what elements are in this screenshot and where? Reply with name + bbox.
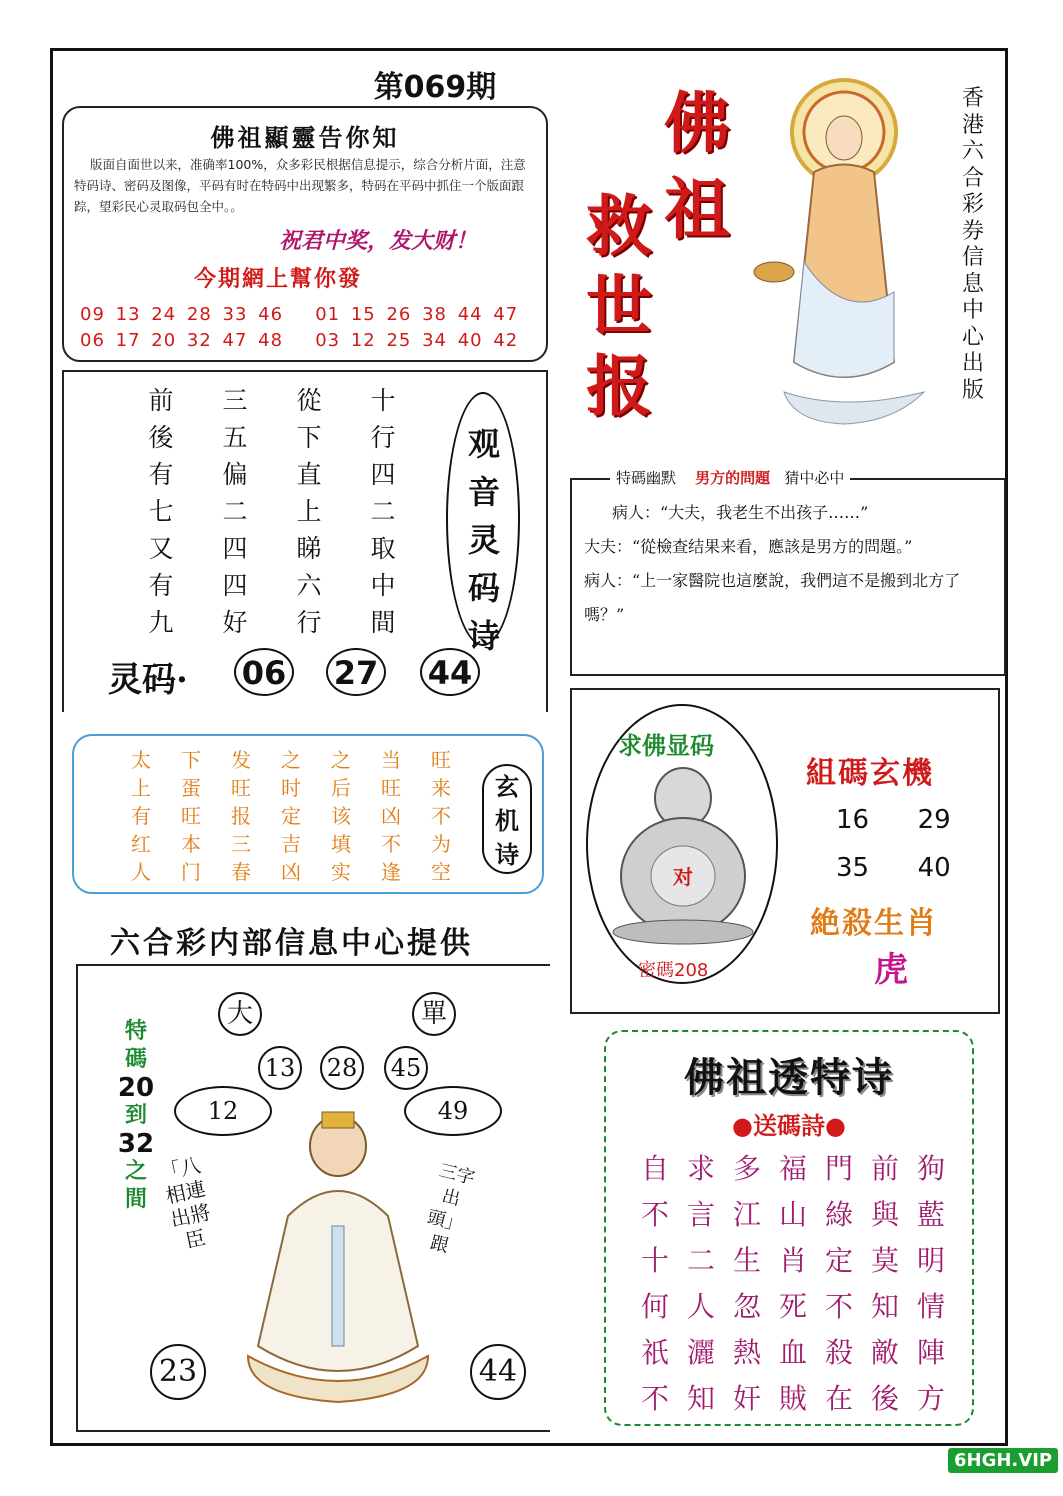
xuanji-char: 不 [431,804,451,828]
fozu-char: 知 [870,1290,899,1323]
buddha-oval [586,704,778,984]
number-row-2: 06 17 20 32 47 48 03 12 25 34 40 42 [80,330,519,351]
joke-head-mid: 男方的問題 [695,469,771,487]
notice-body: 版面自面世以来，准确率100%，众多彩民根据信息提示，综合分析片面，注意特码诗、密码及图像，平码有时在特码中出现繁多，特码在平码中抓住一个版面跟踪，望彩民心灵取码包全中。。 [74,157,526,214]
num-circle-45: 45 [384,1046,428,1090]
left-oval: 12 [174,1086,272,1136]
fozu-char: 方 [916,1382,945,1415]
site-watermark: 6HGH.VIP [948,1448,1058,1473]
poem-char: 四 [222,571,248,600]
juesha-title: 絶殺生肖 [810,906,938,941]
poem-char: 行 [296,608,322,637]
joke-head-right: 猜中必中 [784,469,845,487]
poem-char: 有 [148,571,174,600]
masthead-line-1: 佛祖 [664,84,730,248]
xuanji-char: 之 [331,748,351,772]
num-circle-28: 28 [320,1046,364,1090]
xuanji-char: 空 [431,860,451,884]
joke-head-left: 特碼幽默 [616,469,677,487]
fozu-char: 不 [640,1382,669,1415]
buddha-belly-text: 对 [673,865,693,889]
fozu-char: 定 [824,1244,853,1277]
zodiac-text: 虎 [874,950,908,990]
guanyin-figure [228,1106,448,1406]
poem-char: 七 [148,497,174,526]
fozu-char: 求 [686,1152,715,1185]
bodhisattva-figure [744,62,944,432]
joke-box [570,469,1006,676]
fozu-char: 言 [686,1198,715,1231]
xuanji-char: 吉 [281,832,301,856]
mima-text: 密碼208 [638,960,709,981]
poem-char: 間 [370,608,396,637]
qiufo-box [570,688,1000,1014]
xuanji-char: 旺 [181,804,201,828]
fozu-char: 多 [732,1152,761,1185]
fozu-char: 知 [686,1382,715,1415]
xuanji-char: 人 [131,860,151,884]
poem-char: 中 [370,571,396,600]
poem-char: 有 [148,460,174,489]
joke-line-1: 病人：“大夫，我老生不出孩子……” [612,503,869,522]
fozu-char: 敵 [870,1336,899,1369]
xuanji-char: 逢 [381,860,401,884]
tema-label-2: 之間 [124,1159,147,1212]
fozu-char: 在 [824,1382,853,1415]
poem-char: 取 [370,534,396,563]
fozu-char: 情 [916,1290,945,1323]
fozu-char: 後 [870,1382,899,1415]
poem-char: 二 [370,497,396,526]
poem-char: 睇 [296,534,322,563]
poem-char: 直 [296,460,322,489]
xuanji-char: 填 [331,832,351,856]
zuma-numbers [836,796,951,892]
fozu-char: 肖 [778,1244,807,1277]
xuanji-char: 本 [181,832,201,856]
fozu-char: 灑 [686,1336,715,1369]
xuanji-char: 凶 [281,860,301,884]
poem-char: 好 [222,608,248,637]
xuanji-char: 旺 [231,776,251,800]
poem-char: 六 [296,571,322,600]
joke-line-2: 大夫：“從檢查结果来看，應該是男方的問題。” [584,537,913,556]
poem-char: 九 [148,608,174,637]
poem-char: 下 [296,423,322,452]
fozu-grid [632,1146,954,1422]
fozu-char: 福 [778,1152,807,1185]
code-2: 27 [326,648,386,696]
poem-char: 四 [222,534,248,563]
poem-char: 十 [370,386,396,415]
single-circle: 單 [412,992,456,1036]
fozu-char: 門 [824,1152,853,1185]
xuanji-char: 红 [131,832,151,856]
fozu-char: 前 [870,1152,899,1185]
poem-char: 行 [370,423,396,452]
poem-char: 二 [222,497,248,526]
fozu-char: 血 [778,1336,807,1369]
code-3: 44 [420,648,480,696]
xuanji-grid [116,746,466,886]
xuanji-char: 太 [131,748,151,772]
joke-body [584,496,994,632]
xuanji-char: 来 [431,776,451,800]
xuanji-char: 门 [181,860,201,884]
bottom-left-circle: 23 [150,1344,206,1400]
fozu-char: 藍 [916,1198,945,1231]
codes-label: 灵码· [108,660,188,700]
fozu-char: 熱 [732,1336,761,1369]
xuanji-char: 实 [331,860,351,884]
fozu-char: 人 [686,1290,715,1323]
fozu-poem-box [604,1030,974,1426]
fozu-char: 何 [640,1290,669,1323]
xuanji-char: 旺 [431,748,451,772]
xuanji-box [72,734,544,894]
big-circle: 大 [218,992,262,1036]
poem-char: 三 [222,386,248,415]
fozu-char: 與 [870,1198,899,1231]
xuanji-char: 该 [331,804,351,828]
laughing-buddha-figure [608,756,758,946]
code-1: 06 [234,648,294,696]
right-oval: 49 [404,1086,502,1136]
fozu-char: 明 [916,1244,945,1277]
xuanji-char: 春 [231,860,251,884]
poem-char: 後 [148,423,174,452]
tema-to: 32 [117,1129,155,1159]
poem-char: 前 [148,386,174,415]
fozu-char: 奸 [732,1382,761,1415]
xuanji-char: 后 [331,776,351,800]
xuanji-char: 上 [131,776,151,800]
xuanji-char: 时 [281,776,301,800]
fozu-char: 二 [686,1244,715,1277]
xuanji-char: 旺 [381,776,401,800]
xuanji-label: 玄机诗 [482,764,532,874]
notice-box [62,106,548,362]
lingma-poem-box [62,370,548,712]
bottom-right-circle: 44 [470,1344,526,1400]
fozu-char: 狗 [916,1152,945,1185]
xuanji-char: 发 [231,748,251,772]
tema-range [116,1018,156,1214]
poem-char: 偏 [222,460,248,489]
xuanji-char: 定 [281,804,301,828]
joke-header [610,467,850,488]
tema-to-word: 到 [124,1103,147,1128]
fozu-title: 佛祖透特诗 [684,1054,894,1101]
xuanji-char: 三 [231,832,251,856]
poem-grid [124,382,420,641]
online-title: 今期網上幫你發 [194,266,363,292]
issue-number: 第069期 [373,70,497,105]
fozu-char: 賊 [778,1382,807,1415]
xuanji-char: 报 [231,804,251,828]
zuma-pair-2: 35 40 [836,853,951,883]
fozu-char: 死 [778,1290,807,1323]
poem-char: 五 [222,423,248,452]
fozu-char: 祇 [640,1336,669,1369]
fozu-char: 不 [640,1198,669,1231]
fozu-char: 山 [778,1198,807,1231]
fozu-subtitle: ●送碼詩● [732,1111,846,1140]
zuma-title: 組碼玄機 [806,756,934,791]
fozu-char: 陣 [916,1336,945,1369]
fozu-char: 殺 [824,1336,853,1369]
xuanji-char: 当 [381,748,401,772]
joke-line-3: 病人：“上一家醫院也這麼說，我們這不是搬到北方了嗎？” [584,571,961,624]
tema-from: 20 [117,1073,155,1103]
fozu-char: 莫 [870,1244,899,1277]
fozu-char: 自 [640,1152,669,1185]
poem-title-oval [446,392,520,655]
qiufo-title: 求佛显码 [618,731,714,760]
fozu-char: 不 [824,1290,853,1323]
poem-title: 观音灵码诗 [467,425,500,655]
fozu-char: 忽 [732,1290,761,1323]
poem-char: 又 [148,534,174,563]
publisher-vertical: 香港六合彩券信息中心出版 [961,86,984,403]
tema-label-1: 特碼 [124,1019,147,1072]
xuanji-char: 为 [431,832,451,856]
wish-text: 祝君中奖，发大财！ [279,228,478,254]
fozu-char: 十 [640,1244,669,1277]
provider-title: 六合彩内部信息中心提供 [110,926,473,961]
side-text-left: 「八相連出將臣 [158,1152,213,1254]
xuanji-char: 之 [281,748,301,772]
poem-char: 上 [296,497,322,526]
xuanji-char: 凶 [381,804,401,828]
fozu-char: 江 [732,1198,761,1231]
side-text-right: 三字出頭」跟 [425,1160,477,1257]
xuanji-char: 不 [381,832,401,856]
xuanji-char: 有 [131,804,151,828]
fozu-char: 綠 [824,1198,853,1231]
masthead-line-2: 救世报 [586,187,652,425]
number-row-1: 09 13 24 28 33 46 01 15 26 38 44 47 [80,304,519,325]
xuanji-char: 蛋 [181,776,201,800]
zuma-pair-1: 16 29 [836,805,951,835]
notice-title: 佛祖顯靈告你知 [210,123,400,152]
poem-char: 四 [370,460,396,489]
guanyin-box [76,964,550,1432]
xuanji-char: 下 [181,748,201,772]
poem-char: 從 [296,386,322,415]
fozu-char: 生 [732,1244,761,1277]
num-circle-13: 13 [258,1046,302,1090]
